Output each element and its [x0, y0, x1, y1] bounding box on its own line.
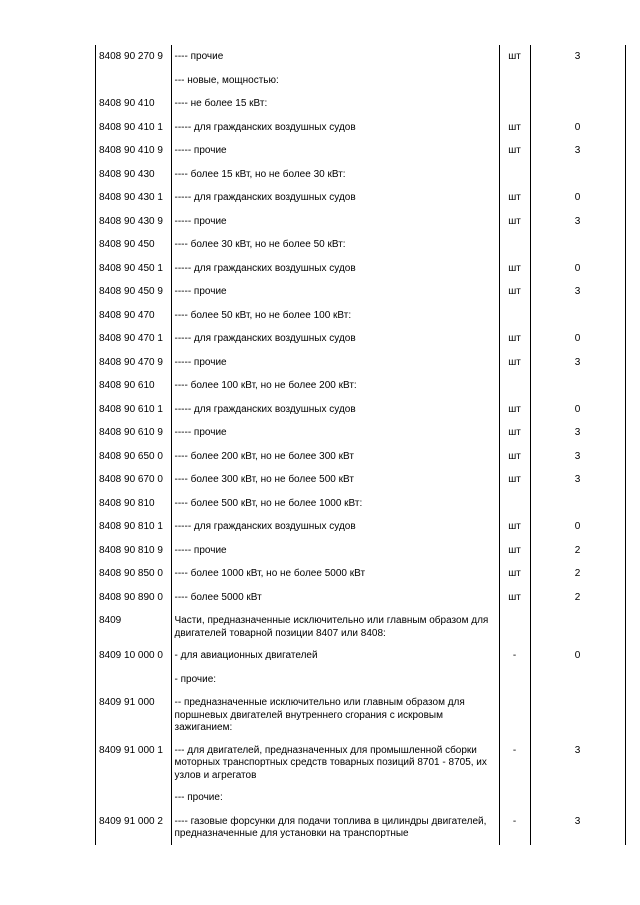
code-cell: 8408 90 890 0: [99, 591, 163, 603]
unit-cell: [499, 786, 530, 810]
code-cell: 8408 90 610 1: [99, 403, 163, 415]
description-cell: ---- более 50 кВт, но не более 100 кВт:: [171, 304, 499, 328]
duty-rate-cell: [530, 374, 625, 398]
duty-rate-cell: 0: [530, 515, 625, 539]
code-cell: 8408 90 430: [99, 168, 155, 180]
code-cell: 8408 90 670 0: [99, 474, 163, 485]
table-row: [95, 421, 625, 445]
code-cell: 8408 90 850 0: [99, 568, 163, 579]
unit-cell: шт: [499, 421, 530, 445]
unit-cell: шт: [499, 515, 530, 539]
unit-cell: шт: [499, 351, 530, 375]
unit-cell: шт: [499, 562, 530, 586]
duty-rate-cell: 3: [530, 468, 625, 492]
duty-rate-cell: [530, 609, 625, 644]
unit-cell: -: [499, 739, 530, 787]
code-cell: 8408 90 650 0: [99, 450, 163, 462]
description-cell: Части, предназначенные исключительно или главным образом для двигателей товарной позиции 8407 или 8408:: [171, 609, 499, 644]
code-cell: [95, 69, 171, 93]
table-row: [95, 786, 625, 810]
duty-rate-cell: 0: [530, 398, 625, 422]
unit-cell: [499, 304, 530, 328]
table-row: [95, 280, 625, 304]
unit-cell: [499, 691, 530, 739]
code-cell: 8408 90 450 1: [99, 262, 163, 274]
table-row: [95, 492, 625, 516]
table-row: [95, 45, 625, 69]
unit-cell: [499, 163, 530, 187]
duty-rate-cell: 3: [530, 351, 625, 375]
duty-rate-cell: 3: [530, 139, 625, 163]
duty-rate-cell: 0: [530, 186, 625, 210]
description-cell: ----- прочие: [171, 210, 499, 234]
code-cell: 8409 91 000: [99, 697, 155, 708]
duty-rate-cell: 0: [530, 327, 625, 351]
code-cell: 8408 90 410: [99, 98, 155, 109]
description-cell: -- предназначенные исключительно или главным образом для поршневых двигателей внутреннего сгорания с искровым зажиганием:: [171, 691, 499, 739]
duty-rate-cell: 3: [530, 810, 625, 845]
duty-rate-cell: [530, 69, 625, 93]
code-cell: 8408 90 410 1: [99, 121, 163, 133]
duty-rate-cell: [530, 786, 625, 810]
duty-rate-cell: 3: [530, 280, 625, 304]
description-cell: ----- для гражданских воздушных судов: [171, 515, 499, 539]
table-row: [95, 186, 625, 210]
unit-cell: [499, 92, 530, 116]
code-cell: 8408 90 610 9: [99, 427, 163, 438]
unit-cell: [499, 374, 530, 398]
table-row: [95, 398, 625, 422]
unit-cell: шт: [499, 280, 530, 304]
duty-rate-cell: 3: [530, 210, 625, 234]
code-cell: 8408 90 610: [99, 380, 155, 391]
table-row: [95, 810, 625, 845]
description-cell: ---- более 5000 кВт: [171, 586, 499, 610]
table-row: [95, 539, 625, 563]
unit-cell: -: [499, 810, 530, 845]
unit-cell: [499, 69, 530, 93]
unit-cell: шт: [499, 45, 530, 69]
code-cell: 8408 90 450 9: [99, 286, 163, 297]
table-row: [95, 374, 625, 398]
duty-rate-cell: 2: [530, 586, 625, 610]
description-cell: --- для двигателей, предназначенных для промышленной сборки моторных транспортных средств товарных позиций 8701 - 8705, их узлов и агрегатов: [171, 739, 499, 787]
code-cell: 8408 90 430 9: [99, 215, 163, 227]
unit-cell: [499, 668, 530, 692]
tariff-table: [95, 45, 626, 845]
code-cell: 8408 90 810: [99, 497, 155, 509]
table-row: [95, 562, 625, 586]
table-row: [95, 515, 625, 539]
unit-cell: шт: [499, 327, 530, 351]
duty-rate-cell: 0: [530, 257, 625, 281]
code-cell: 8408 90 810 1: [99, 521, 163, 532]
duty-rate-cell: 3: [530, 445, 625, 469]
tariff-table-body: [95, 45, 625, 845]
description-cell: ----- для гражданских воздушных судов: [171, 186, 499, 210]
description-cell: ----- для гражданских воздушных судов: [171, 398, 499, 422]
table-row: [95, 586, 625, 610]
unit-cell: шт: [499, 257, 530, 281]
table-row: [95, 69, 625, 93]
table-row: [95, 163, 625, 187]
description-cell: --- прочие:: [171, 786, 499, 810]
table-row: [95, 257, 625, 281]
duty-rate-cell: [530, 92, 625, 116]
description-cell: - для авиационных двигателей: [171, 644, 499, 668]
table-row: [95, 668, 625, 692]
table-row: [95, 468, 625, 492]
description-cell: ---- более 200 кВт, но не более 300 кВт: [171, 445, 499, 469]
duty-rate-cell: 3: [530, 45, 625, 69]
duty-rate-cell: [530, 233, 625, 257]
duty-rate-cell: [530, 163, 625, 187]
code-cell: [95, 668, 171, 692]
description-cell: ---- прочие: [171, 45, 499, 69]
unit-cell: шт: [499, 586, 530, 610]
description-cell: ----- прочие: [171, 139, 499, 163]
unit-cell: [499, 609, 530, 644]
duty-rate-cell: [530, 304, 625, 328]
table-row: [95, 445, 625, 469]
code-cell: 8408 90 450: [99, 239, 155, 250]
description-cell: ---- более 15 кВт, но не более 30 кВт:: [171, 163, 499, 187]
code-cell: 8408 90 410 9: [99, 145, 163, 156]
code-cell: 8408 90 810 9: [99, 544, 163, 556]
duty-rate-cell: [530, 691, 625, 739]
unit-cell: [499, 233, 530, 257]
code-cell: 8409: [99, 615, 122, 626]
unit-cell: шт: [499, 210, 530, 234]
unit-cell: [499, 492, 530, 516]
code-cell: 8408 90 430 1: [99, 192, 163, 203]
description-cell: ---- более 500 кВт, но не более 1000 кВт:: [171, 492, 499, 516]
code-cell: [95, 786, 171, 810]
description-cell: ----- прочие: [171, 351, 499, 375]
description-cell: ----- прочие: [171, 421, 499, 445]
duty-rate-cell: 2: [530, 539, 625, 563]
table-row: [95, 92, 625, 116]
code-cell: 8409 10 000 0: [99, 650, 163, 661]
code-cell: 8408 90 270 9: [99, 51, 163, 62]
code-cell: 8409 91 000 2: [99, 815, 163, 827]
code-cell: 8408 90 470: [99, 309, 155, 321]
unit-cell: шт: [499, 445, 530, 469]
duty-rate-cell: 2: [530, 562, 625, 586]
table-row: [95, 116, 625, 140]
duty-rate-cell: 0: [530, 116, 625, 140]
duty-rate-cell: 3: [530, 739, 625, 787]
description-cell: ----- прочие: [171, 280, 499, 304]
table-row: [95, 644, 625, 668]
description-cell: ---- более 30 кВт, но не более 50 кВт:: [171, 233, 499, 257]
description-cell: ----- для гражданских воздушных судов: [171, 257, 499, 281]
duty-rate-cell: 0: [530, 644, 625, 668]
duty-rate-cell: 3: [530, 421, 625, 445]
description-cell: ----- прочие: [171, 539, 499, 563]
unit-cell: шт: [499, 468, 530, 492]
table-row: [95, 139, 625, 163]
unit-cell: шт: [499, 116, 530, 140]
description-cell: - прочие:: [171, 668, 499, 692]
code-cell: 8409 91 000 1: [99, 744, 163, 756]
description-cell: --- новые, мощностью:: [171, 69, 499, 93]
code-cell: 8408 90 470 1: [99, 333, 163, 344]
unit-cell: шт: [499, 186, 530, 210]
table-row: [95, 304, 625, 328]
code-cell: 8408 90 470 9: [99, 356, 163, 368]
unit-cell: шт: [499, 398, 530, 422]
table-row: [95, 691, 625, 739]
table-row: [95, 233, 625, 257]
description-cell: ---- более 1000 кВт, но не более 5000 кВт: [171, 562, 499, 586]
table-row: [95, 351, 625, 375]
description-cell: ---- более 300 кВт, но не более 500 кВт: [171, 468, 499, 492]
table-row: [95, 739, 625, 787]
description-cell: ---- газовые форсунки для подачи топлива в цилиндры двигателей, предназначенные для установки на транспортные: [171, 810, 499, 845]
description-cell: ----- для гражданских воздушных судов: [171, 327, 499, 351]
description-cell: ---- более 100 кВт, но не более 200 кВт:: [171, 374, 499, 398]
description-cell: ---- не более 15 кВт:: [171, 92, 499, 116]
table-row: [95, 210, 625, 234]
table-row: [95, 327, 625, 351]
duty-rate-cell: [530, 668, 625, 692]
unit-cell: -: [499, 644, 530, 668]
unit-cell: шт: [499, 539, 530, 563]
unit-cell: шт: [499, 139, 530, 163]
table-row: [95, 609, 625, 644]
description-cell: ----- для гражданских воздушных судов: [171, 116, 499, 140]
duty-rate-cell: [530, 492, 625, 516]
